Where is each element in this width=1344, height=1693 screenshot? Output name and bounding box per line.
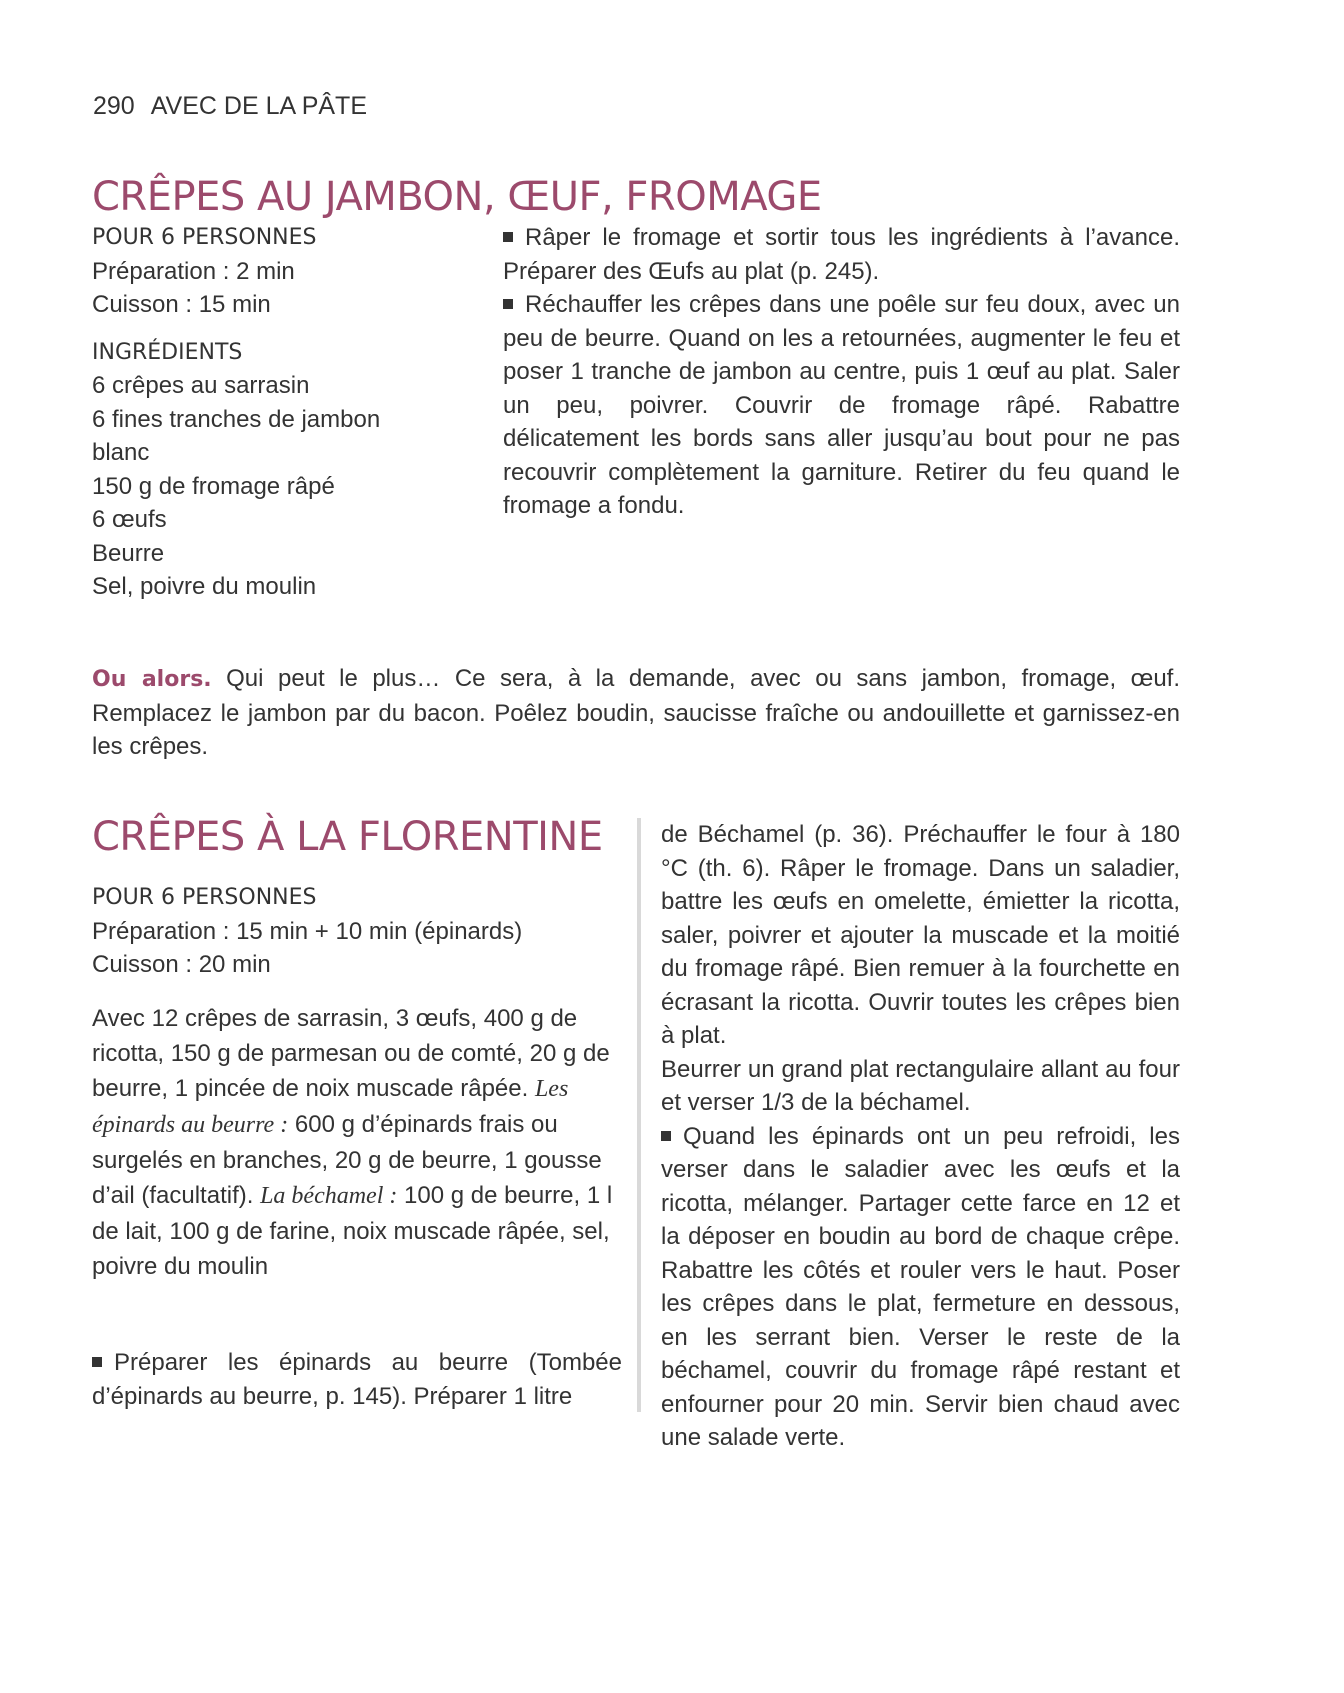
ingredient-item: Sel, poivre du moulin [92,573,317,600]
ingredient-item: 150 g de fromage râpé [92,472,335,500]
recipe1-cook: Cuisson : 15 min [92,291,271,318]
bullet-icon [92,1357,102,1367]
ingredients-label: Les épinards au beurre : [92,1076,569,1138]
step-text: Beurrer un grand plat rectangulaire allant au four et verser 1/3 de la béchamel. [661,1055,1180,1116]
recipe1-step [503,221,1180,288]
recipe2-info [92,881,622,982]
bullet-icon [503,299,513,309]
step-text: Réchauffer les crêpes dans une poêle sur feu doux, avec un peu de beurre. Quand on les a retournées, augmenter le feu et poser 1 tranche de jambon au centre, puis 1 œuf au plat. Saler un peu, poivrer. Couvrir de fromage râpé. Rabattre délicatement les bords sans aller jusqu’au bout pour ne pas recouvrir complètement la garniture. Retirer du feu quand le fromage a fondu. [503,291,1180,519]
step-text: Quand les épinards ont un peu refroidi, les verser dans le saladier avec les œufs et la ricotta, mélanger. Partager cette farce en 12 et la déposer en boudin au bord de chaque crêpe. Rabattre les côtés et rouler vers le haut. Poser les crêpes dans le plat, fermeture en dessous, en les serrant bien. Verser le reste de la béchamel, couvrir du fromage râpé restant et enfourner pour 20 min. Servir bien chaud avec une salade verte. [661,1122,1180,1451]
recipe1-steps [503,221,1180,523]
recipe2-ingredients [92,1001,622,1284]
recipe1-title: CRÊPES AU JAMBON, ŒUF, FROMAGE [92,174,822,220]
recipe2-step-continuation [661,818,1180,1053]
variant-label: Ou alors. [92,667,212,692]
section-title: AVEC DE LA PÂTE [150,92,368,120]
recipe1-serving: POUR 6 PERSONNES [92,225,317,250]
recipe1-step [503,288,1180,523]
step-text: Râper le fromage et sortir tous les ingrédients à l’avance. Préparer des Œufs au plat (p. 245). [503,224,1180,285]
ingredient-item: 6 fines tranches de jambon blanc [92,405,381,466]
variant-text: Qui peut le plus… Ce sera, à la demande, avec ou sans jambon, fromage, œuf. Remplacez le jambon par du bacon. Poêlez boudin, saucisse fraîche ou andouillette et garnissez-en les crêpes. [92,665,1180,760]
ingredient-item: 6 crêpes au sarrasin [92,372,310,399]
ingredients-text: 100 g de beurre, 1 l de lait, 100 g de farine, noix muscade râpée, sel, poivre du moulin [92,1182,613,1280]
recipe2-steps-col2 [661,818,1180,1451]
bullet-icon [661,1131,671,1141]
ingredients-label: La béchamel : [260,1183,398,1209]
page-number: 290 [93,92,135,120]
ingredient-item: 6 œufs [92,506,167,533]
recipe2-cook: Cuisson : 20 min [92,951,271,978]
ingredients-text: Avec 12 crêpes de sarrasin, 3 œufs, 400 g de ricotta, 150 g de parmesan ou de comté, 20 g de beurre, 1 pincée de noix muscade râpée. [92,1005,610,1102]
recipe1-info [92,221,422,604]
recipe2-prep: Préparation : 15 min + 10 min (épinards) [92,917,523,945]
recipe2-step [661,1120,1180,1455]
recipe2-step [661,1053,1180,1120]
recipe1-ingredients-title: INGRÉDIENTS [92,339,243,365]
recipe1-variant [92,662,1180,764]
recipe2-step1-start [92,1346,622,1416]
ingredients-text: 600 g d’épinards frais ou surgelés en branches, 20 g de beurre, 1 gousse d’ail (facultatif). [92,1111,602,1209]
ingredient-item: Beurre [92,539,165,567]
step-text: Préparer les épinards au beurre (Tombée d’épinards au beurre, p. 145). Préparer 1 litre [92,1349,622,1410]
recipe2-serving: POUR 6 PERSONNES [92,885,317,910]
recipe1-prep: Préparation : 2 min [92,257,295,285]
recipe2-title: CRÊPES À LA FLORENTINE [92,814,603,860]
step-text: de Béchamel (p. 36). Préchauffer le four à 180 °C (th. 6). Râper le fromage. Dans un saladier, battre les œufs en omelette, émietter la ricotta, saler, poivrer et ajouter la muscade et la moitié du fromage râpé. Bien remuer à la fourchette en écrasant la ricotta. Ouvrir toutes les crêpes bien à plat. [661,821,1180,1049]
column-divider [637,818,641,1412]
bullet-icon [503,232,513,242]
page-header [93,92,367,121]
recipe1-ingredients-list [92,369,422,604]
